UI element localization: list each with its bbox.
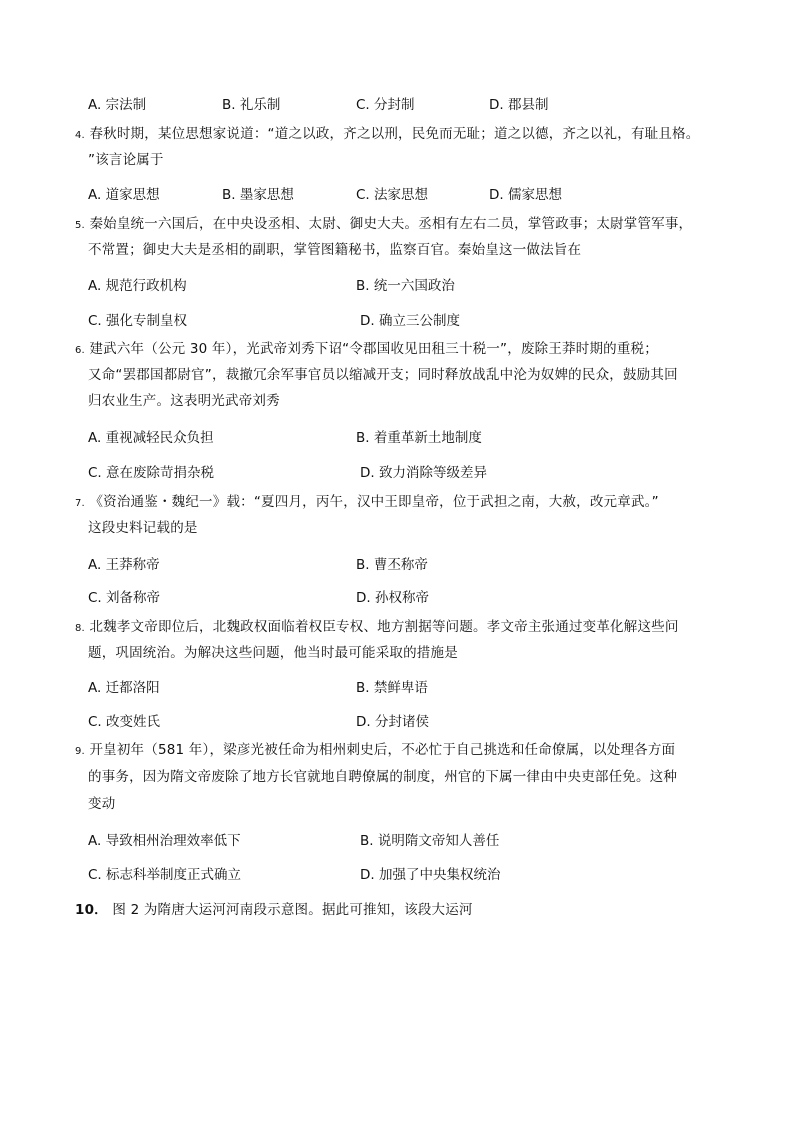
- q6-option-b[interactable]: B. 着重革新土地制度: [356, 430, 482, 446]
- q5-option-d[interactable]: D. 确立三公制度: [360, 313, 460, 329]
- q7-option-d[interactable]: D. 孙权称帝: [356, 590, 429, 606]
- q5-option-a[interactable]: A. 规范行政机构: [88, 278, 187, 294]
- q4-option-a[interactable]: A. 道家思想: [88, 187, 160, 203]
- q5-option-c[interactable]: C. 强化专制皇权: [88, 313, 188, 329]
- q3-option-c[interactable]: C. 分封制: [356, 97, 415, 113]
- q6-text-1: 建武六年（公元 30 年），光武帝刘秀下诏“令郡国收见田租三十税一”，废除王莽时期的重税；: [89, 341, 658, 357]
- q6-option-c[interactable]: C. 意在废除苛捐杂税: [88, 465, 215, 481]
- q6-option-a[interactable]: A. 重视减轻民众负担: [88, 430, 214, 446]
- q8-option-d[interactable]: D. 分封诸侯: [356, 714, 429, 730]
- q10-number: 10．: [75, 902, 108, 918]
- q7-option-a[interactable]: A. 王莽称帝: [88, 557, 160, 573]
- q8-option-b[interactable]: B. 禁鲜卑语: [356, 680, 428, 696]
- q5-option-b[interactable]: B. 统一六国政治: [356, 278, 455, 294]
- q7-stem-line2: 这段史料记载的是: [88, 520, 198, 536]
- q5-stem-line1: [75, 214, 692, 236]
- q7-stem-line1: [75, 492, 659, 514]
- q9-stem-line3: 变动: [88, 796, 116, 812]
- q5-number: 5.: [75, 220, 85, 231]
- q3-option-a[interactable]: A. 宗法制: [88, 97, 147, 113]
- q8-stem-line1: [75, 617, 679, 639]
- q8-option-c[interactable]: C. 改变姓氏: [88, 714, 161, 730]
- q9-option-d[interactable]: D. 加强了中央集权统治: [360, 867, 501, 883]
- q9-option-a[interactable]: A. 导致相州治理效率低下: [88, 833, 241, 849]
- q4-number: 4.: [75, 130, 85, 141]
- q6-stem-line3: 归农业生产。这表明光武帝刘秀: [88, 393, 280, 409]
- q7-number: 7.: [75, 498, 85, 509]
- q10-stem-line1: [75, 900, 473, 920]
- q4-stem-line1: [75, 124, 699, 146]
- q5-stem-line2: 不常置；御史大夫是丞相的副职，掌管图籍秘书，监察百官。秦始皇这一做法旨在: [88, 242, 582, 258]
- q6-stem-line1: [75, 339, 658, 361]
- q8-text-1: 北魏孝文帝即位后，北魏政权面临着权臣专权、地方割据等问题。孝文帝主张通过变革化解这些问: [89, 619, 679, 635]
- q9-text-1: 开皇初年（581 年），梁彦光被任命为相州刺史后，不必忙于自己挑选和任命僚属，以处理各方面: [89, 742, 676, 758]
- q6-stem-line2: 又命“罢郡国都尉官”，裁撤冗余军事官员以缩减开支；同时释放战乱中沦为奴婢的民众，鼓励其回: [88, 367, 678, 383]
- q4-stem-line2: ”该言论属于: [88, 152, 164, 168]
- q8-option-a[interactable]: A. 迁都洛阳: [88, 680, 160, 696]
- q3-option-b[interactable]: B. 礼乐制: [222, 97, 281, 113]
- q6-number: 6.: [75, 345, 85, 356]
- q5-text-1: 秦始皇统一六国后，在中央设丞相、太尉、御史大夫。丞相有左右二员，掌管政事；太尉掌管军事，: [89, 216, 693, 232]
- q9-stem-line2: 的事务，因为隋文帝废除了地方长官就地自聘僚属的制度，州官的下属一律由中央吏部任免。这种: [88, 769, 678, 785]
- q9-option-b[interactable]: B. 说明隋文帝知人善任: [360, 833, 500, 849]
- q7-option-b[interactable]: B. 曹丕称帝: [356, 557, 428, 573]
- q9-option-c[interactable]: C. 标志科举制度正式确立: [88, 867, 242, 883]
- q4-option-c[interactable]: C. 法家思想: [356, 187, 429, 203]
- q3-option-d[interactable]: D. 郡县制: [489, 97, 549, 113]
- q9-stem-line1: [75, 740, 675, 762]
- q4-option-b[interactable]: B. 墨家思想: [222, 187, 294, 203]
- q10-text-1: 图 2 为隋唐大运河河南段示意图。据此可推知，该段大运河: [112, 902, 473, 918]
- q6-option-d[interactable]: D. 致力消除等级差异: [360, 465, 487, 481]
- q8-number: 8.: [75, 623, 85, 634]
- q7-text-1: 《资治通鉴・魏纪一》载：“夏四月，丙午，汉中王即皇帝，位于武担之南，大赦，改元章武。”: [89, 494, 659, 510]
- q4-text-1: 春秋时期，某位思想家说道：“道之以政，齐之以刑，民免而无耻；道之以德，齐之以礼，有耻且格。: [89, 126, 700, 142]
- q4-option-d[interactable]: D. 儒家思想: [489, 187, 562, 203]
- q8-stem-line2: 题，巩固统治。为解决这些问题，他当时最可能采取的措施是: [88, 645, 458, 661]
- q7-option-c[interactable]: C. 刘备称帝: [88, 590, 161, 606]
- q9-number: 9.: [75, 746, 85, 757]
